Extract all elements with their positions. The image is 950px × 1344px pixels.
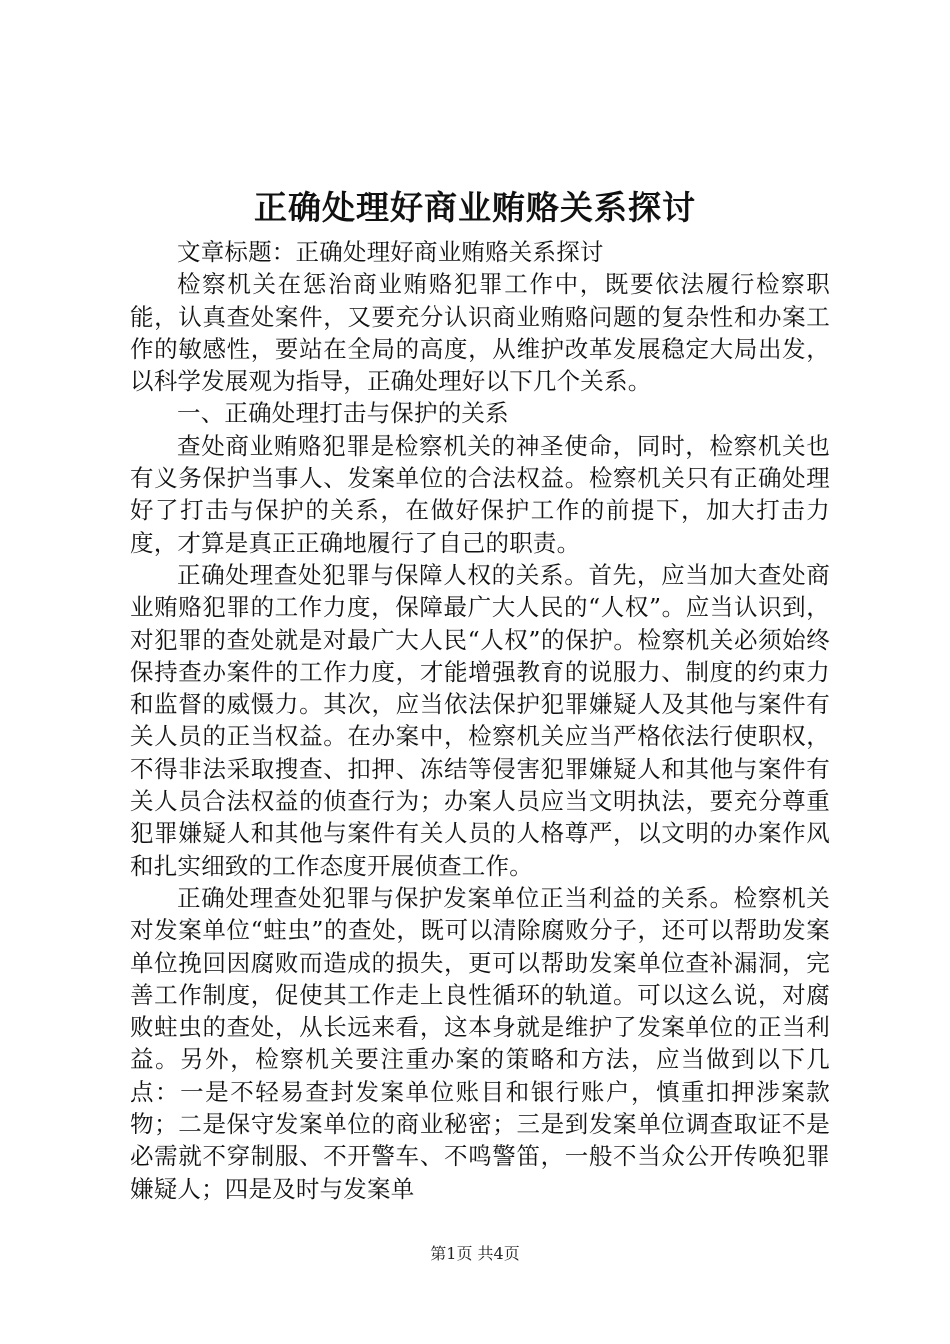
document-body	[130, 236, 830, 1205]
section-heading: 一、正确处理打击与保护的关系	[177, 399, 509, 428]
page-number-footer: 第1页 共4页	[430, 1244, 520, 1263]
body-paragraph: 查处商业贿赂犯罪是检察机关的神圣使命，同时，检察机关也有义务保护当事人、发案单位的合法权益。检察机关只有正确处理好了打击与保护的关系，在做好保护工作的前提下，加大打击力度，才算是真正正确地履行了自己的职责。	[130, 431, 830, 557]
article-title-line: 文章标题：正确处理好商业贿赂关系探讨	[177, 238, 604, 266]
body-paragraph: 正确处理查处犯罪与保护发案单位正当利益的关系。检察机关对发案单位“蛀虫”的查处，既可以清除腐败分子，还可以帮助发案单位挽回因腐败而造成的损失，更可以帮助发案单位查补漏洞，完善工作制度，促使其工作走上良性循环的轨道。可以这么说，对腐败蛀虫的查处，从长远来看，这本身就是维护了发案单位的正当利益。另外，检察机关要注重办案的策略和方法，应当做到以下几点：一是不轻易查封发案单位账目和银行账户，慎重扣押涉案款物；二是保守发案单位的商业秘密；三是到发案单位调查取证不是必需就不穿制服、不开警车、不鸣警笛，一般不当众公开传唤犯罪嫌疑人；四是及时与发案单	[130, 883, 830, 1203]
intro-paragraph: 检察机关在惩治商业贿赂犯罪工作中，既要依法履行检察职能，认真查处案件，又要充分认识商业贿赂问题的复杂性和办案工作的敏感性，要站在全局的高度，从维护改革发展稳定大局出发，以科学发展观为指导，正确处理好以下几个关系。	[130, 270, 830, 396]
document-title: 正确处理好商业贿赂关系探讨	[254, 188, 696, 227]
body-paragraph: 正确处理查处犯罪与保障人权的关系。首先，应当加大查处商业贿赂犯罪的工作力度，保障最广大人民的“人权”。应当认识到，对犯罪的查处就是对最广大人民“人权”的保护。检察机关必须始终保持查办案件的工作力度，才能增强教育的说服力、制度的约束力和监督的威慑力。其次，应当依法保护犯罪嫌疑人及其他与案件有关人员的正当权益。在办案中，检察机关应当严格依法行使职权，不得非法采取搜查、扣押、冻结等侵害犯罪嫌疑人和其他与案件有关人员合法权益的侦查行为；办案人员应当文明执法，要充分尊重犯罪嫌疑人和其他与案件有关人员的人格尊严，以文明的办案作风和扎实细致的工作态度开展侦查工作。	[130, 560, 830, 880]
